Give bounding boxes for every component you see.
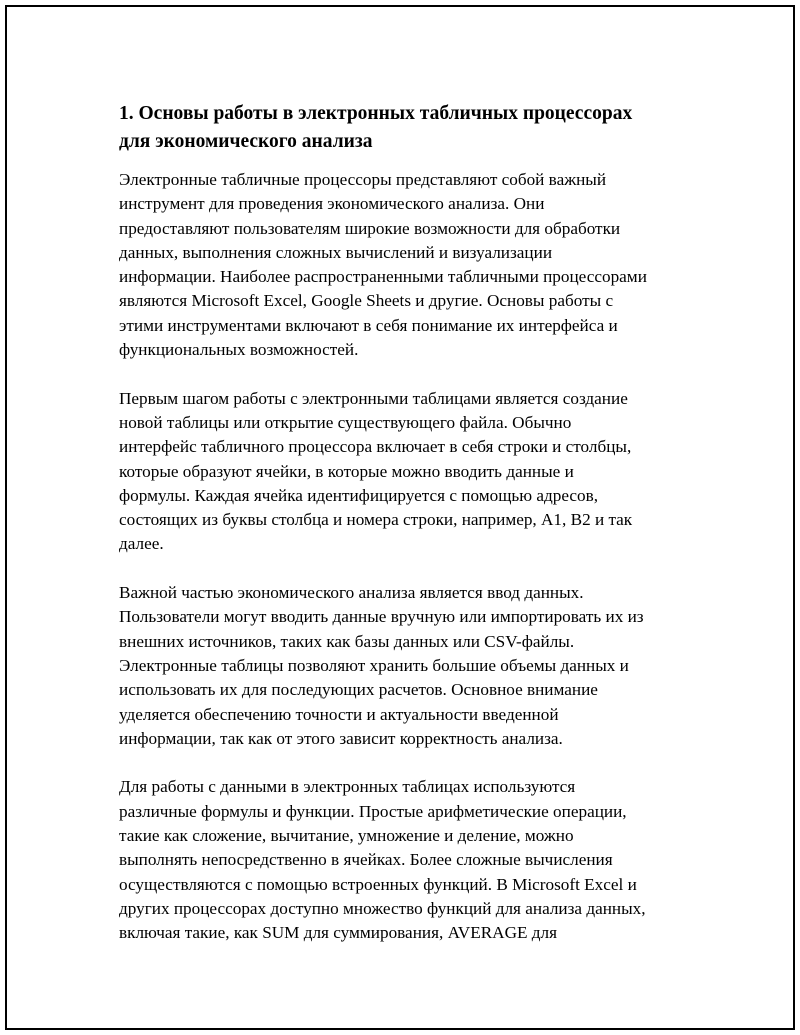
section-heading: 1. Основы работы в электронных табличных процессорах для экономического анализа <box>119 103 633 152</box>
page-frame <box>5 5 795 1030</box>
document-body <box>119 100 709 946</box>
paragraph-first-steps: Первым шагом работы с электронными таблицами является создание новой таблицы или открытие существующего файла. Обычно интерфейс табличного процессора включает в себя строки и столбцы, которые образуют ячейки, в которые можно вводить данные и формулы. Каждая ячейка идентифицируется с помощью адресов, состоящих из буквы столбца и номера строки, например, A1, B2 и так далее. <box>119 388 633 554</box>
paragraph-intro: Электронные табличные процессоры представляют собой важный инструмент для проведения экономического анализа. Они предоставляют пользователям широкие возможности для обработки данных, выполнения сложных вычислений и визуализации информации. Наиболее распространенными табличными процессорами являются Microsoft Excel, Google Sheets и другие. Основы работы с этими инструментами включают в себя понимание их интерфейса и функциональных возможностей. <box>119 170 647 360</box>
paragraph-data-input: Важной частью экономического анализа является ввод данных. Пользователи могут вводить данные вручную или импортировать их из внешних источников, таких как базы данных или CSV-файлы. Электронные таблицы позволяют хранить большие объемы данных и использовать их для последующих расчетов. Основное внимание уделяется обеспечению точности и актуальности введенной информации, так как от этого зависит корректность анализа. <box>119 583 644 748</box>
paragraph-formulas: Для работы с данными в электронных таблицах используются различные формулы и функции. Простые арифметические операции, такие как сложение, вычитание, умножение и деление, можно выполнять непосредственно в ячейках. Более сложные вычисления осуществляются с помощью встроенных функций. В Microsoft Excel и других процессорах доступно множество функций для анализа данных, включая такие, как SUM для суммирования, AVERAGE для <box>119 777 646 943</box>
